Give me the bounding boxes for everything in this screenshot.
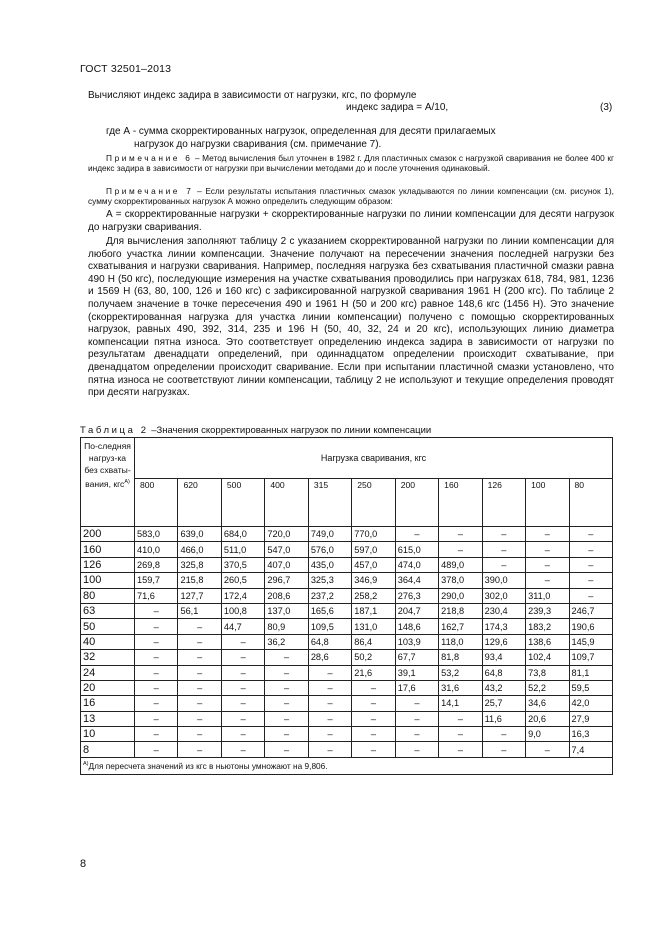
table-cell: 215,8	[178, 573, 221, 588]
table-cell: –	[352, 742, 395, 757]
table-cell: –	[135, 603, 178, 618]
table-row	[81, 527, 613, 542]
table-cell: 237,2	[308, 588, 351, 603]
table-cell: 296,7	[265, 573, 308, 588]
table-cell: –	[178, 727, 221, 742]
footnote-mark: А)	[83, 760, 89, 767]
table-cell: 325,3	[308, 573, 351, 588]
table-cell: 11,6	[482, 711, 525, 726]
table-cell: 102,4	[526, 650, 569, 665]
table-cell: –	[221, 665, 264, 680]
table-cell: –	[352, 711, 395, 726]
where-line-1: где А - сумма скорректированных нагрузок, определенная для десяти прилагаемых	[106, 126, 496, 137]
table-cell: 258,2	[352, 588, 395, 603]
table-row	[81, 557, 613, 572]
table-cell: 239,3	[526, 603, 569, 618]
table-cell: –	[439, 711, 482, 726]
table-cell: 109,5	[308, 619, 351, 634]
table-cell: 474,0	[395, 557, 438, 572]
table-cell: 749,0	[308, 527, 351, 542]
table-footnote-row	[81, 757, 613, 774]
table-cell: –	[482, 557, 525, 572]
table-cell: 290,0	[439, 588, 482, 603]
table-cell: 20,6	[526, 711, 569, 726]
table-cell: –	[352, 727, 395, 742]
row-load-cell: 13	[81, 711, 135, 726]
table-cell: –	[221, 711, 264, 726]
main-paragraph: Для вычисления заполняют таблицу 2 с указанием скорректированной нагрузки по линии компенсации для любого участка линии компенсации. Значение получают на пересечении значения последней нагрузки без схватывания и нагрузки сваривания. Например, последняя нагрузка без схватывания пластичной смазки равна 490 Н (50 кгс), последующие измерения на участке схватывания проводились при нагрузках 618, 784, 981, 1236 и 1569 Н (63, 80, 100, 126 и 160 кгс) с зафиксированной нагрузкой сваривания 1961 Н (200 кгс). По таблице 2 получаем значение в точке пересечения 490 и 1961 Н (50 и 200 кгс) равное 148,6 кгс (1456 Н). Это значение (скорректированная нагрузка для участка линии компенсации) получено с помощью скорректированных нагрузок, равных 490, 392, 314, 235 и 196 Н (50, 40, 32, 24 и 20 кгс), использующих линию диаметра компенсации пятна износа. Это соответствует определению индекса задира в зависимости от нагрузки по результатам двенадцати определений, при одиннадцатом определении происходит схватывание, при двенадцатом определении происходит сваривание. Если при испытании пластичной смазки установлено, что пятна износа не соответствуют линии компенсации, таблицу 2 не используют и текущие определения проводят при десяти нагрузках.	[88, 236, 614, 399]
table-row	[81, 619, 613, 634]
table-cell: 466,0	[178, 542, 221, 557]
table-cell: 59,5	[569, 680, 612, 695]
table-cell: –	[135, 742, 178, 757]
table-cell: 720,0	[265, 527, 308, 542]
note-6-label: Примечание 6	[106, 153, 193, 163]
column-header: 500	[221, 478, 264, 526]
table-cell: –	[439, 727, 482, 742]
table-cell: 684,0	[221, 527, 264, 542]
table-cell: 137,0	[265, 603, 308, 618]
first-column-header	[81, 438, 135, 527]
table-cell: 489,0	[439, 557, 482, 572]
column-header: 126	[482, 478, 525, 526]
table-cell: –	[265, 742, 308, 757]
table-cell: 86,4	[352, 634, 395, 649]
note-6	[88, 153, 614, 174]
table-cell: –	[569, 588, 612, 603]
column-header: 400	[265, 478, 308, 526]
row-load-cell: 50	[81, 619, 135, 634]
row-load-cell: 32	[81, 650, 135, 665]
table-cell: 547,0	[265, 542, 308, 557]
table-cell: 81,8	[439, 650, 482, 665]
table-cell: 190,6	[569, 619, 612, 634]
table-cell: 183,2	[526, 619, 569, 634]
row-load-cell: 63	[81, 603, 135, 618]
table-cell: –	[308, 696, 351, 711]
row-load-cell: 200	[81, 527, 135, 542]
table-cell: –	[395, 696, 438, 711]
row-load-cell: 160	[81, 542, 135, 557]
table-cell: –	[308, 727, 351, 742]
row-load-cell: 24	[81, 665, 135, 680]
table-cell: –	[221, 650, 264, 665]
table-cell: 44,7	[221, 619, 264, 634]
table-row	[81, 680, 613, 695]
table-cell: –	[178, 650, 221, 665]
welding-load-header: Нагрузка сваривания, кгс	[135, 438, 613, 479]
table-cell: 246,7	[569, 603, 612, 618]
table-cell: 100,8	[221, 603, 264, 618]
table-cell: 159,7	[135, 573, 178, 588]
table-cell: 138,6	[526, 634, 569, 649]
table-cell: 109,7	[569, 650, 612, 665]
column-header: 800	[135, 478, 178, 526]
table-cell: –	[482, 727, 525, 742]
note-7-label: Примечание 7	[106, 186, 194, 196]
a-definition: А = скорректированные нагрузки + скорректированные нагрузки по линии компенсации для десяти нагрузок до нагрузки сваривания.	[88, 209, 614, 233]
table-cell: 93,4	[482, 650, 525, 665]
table-row	[81, 727, 613, 742]
table-cell: 64,8	[482, 665, 525, 680]
table-cell: 53,2	[439, 665, 482, 680]
table-cell: 204,7	[395, 603, 438, 618]
table-row	[81, 650, 613, 665]
table-row	[81, 573, 613, 588]
table-cell: 73,8	[526, 665, 569, 680]
row-load-cell: 80	[81, 588, 135, 603]
table-cell: –	[569, 573, 612, 588]
where-line-2: нагрузок до нагрузки сваривания (см. примечание 7).	[134, 139, 382, 150]
table-cell: –	[482, 542, 525, 557]
table-cell: –	[135, 665, 178, 680]
table-cell: –	[352, 680, 395, 695]
table-caption-label: Таблица 2	[80, 425, 149, 436]
intro-text: Вычисляют индекс задира в зависимости от нагрузки, кгс, по формуле	[88, 90, 417, 101]
table-cell: –	[135, 727, 178, 742]
table-cell: –	[221, 680, 264, 695]
page-header: ГОСТ 32501–2013	[80, 63, 172, 75]
table-cell: 325,8	[178, 557, 221, 572]
table-cell: 14,1	[439, 696, 482, 711]
table-cell: –	[395, 527, 438, 542]
table-cell: –	[265, 665, 308, 680]
column-header: 80	[569, 478, 612, 526]
table-cell: –	[482, 527, 525, 542]
table-cell: 127,7	[178, 588, 221, 603]
table-cell: 9,0	[526, 727, 569, 742]
page-number: 8	[80, 858, 87, 870]
table-cell: –	[135, 696, 178, 711]
table-row	[81, 588, 613, 603]
table-cell: –	[178, 619, 221, 634]
table-cell: 56,1	[178, 603, 221, 618]
table-cell: 17,6	[395, 680, 438, 695]
table-cell: 148,6	[395, 619, 438, 634]
footnote-text: Для пересчета значений из кгс в ньютоны умножают на 9,806.	[88, 760, 328, 771]
table-cell: 145,9	[569, 634, 612, 649]
table-cell: –	[135, 634, 178, 649]
table-cell: –	[439, 542, 482, 557]
table-cell: 43,2	[482, 680, 525, 695]
table-cell: –	[135, 650, 178, 665]
table-cell: –	[395, 711, 438, 726]
table-cell: 25,7	[482, 696, 525, 711]
table-cell: 230,4	[482, 603, 525, 618]
table-row	[81, 542, 613, 557]
table-cell: –	[526, 527, 569, 542]
table-cell: 52,2	[526, 680, 569, 695]
table-cell: –	[395, 727, 438, 742]
table-cell: 187,1	[352, 603, 395, 618]
row-load-cell: 126	[81, 557, 135, 572]
row-load-cell: 8	[81, 742, 135, 757]
table-row	[81, 696, 613, 711]
table-cell: 511,0	[221, 542, 264, 557]
table-cell: 131,0	[352, 619, 395, 634]
table-cell: 162,7	[439, 619, 482, 634]
table-cell: –	[178, 696, 221, 711]
table-cell: 27,9	[569, 711, 612, 726]
formula-number: (3)	[600, 102, 613, 113]
table-cell: 302,0	[482, 588, 525, 603]
table-cell: 81,1	[569, 665, 612, 680]
table-cell: –	[178, 742, 221, 757]
table-cell: –	[178, 711, 221, 726]
first-column-header-text: По-следняя нагруз-ка без схваты-вания, кгс	[84, 441, 131, 489]
table-cell: –	[569, 527, 612, 542]
row-load-cell: 40	[81, 634, 135, 649]
table-cell: 42,0	[569, 696, 612, 711]
table-cell: –	[265, 680, 308, 695]
correction-table	[80, 437, 613, 775]
column-header: 100	[526, 478, 569, 526]
table-cell: 269,8	[135, 557, 178, 572]
table-cell: 260,5	[221, 573, 264, 588]
table-cell: 50,2	[352, 650, 395, 665]
table-cell: 31,6	[439, 680, 482, 695]
table-cell: –	[265, 650, 308, 665]
table-row	[81, 665, 613, 680]
table-cell: 71,6	[135, 588, 178, 603]
table-cell: 129,6	[482, 634, 525, 649]
table-cell: –	[352, 696, 395, 711]
table-cell: 172,4	[221, 588, 264, 603]
table-cell: 218,8	[439, 603, 482, 618]
table-row	[81, 742, 613, 757]
table-cell: –	[178, 680, 221, 695]
table-cell: 64,8	[308, 634, 351, 649]
table-cell: 615,0	[395, 542, 438, 557]
table-cell: –	[135, 680, 178, 695]
column-header: 160	[439, 478, 482, 526]
column-header-row	[81, 478, 613, 526]
table-cell: –	[308, 665, 351, 680]
table-cell: –	[265, 727, 308, 742]
table-cell: 576,0	[308, 542, 351, 557]
table-cell: 16,3	[569, 727, 612, 742]
table-cell: 34,6	[526, 696, 569, 711]
table-row	[81, 634, 613, 649]
table-cell: 370,5	[221, 557, 264, 572]
column-header: 250	[352, 478, 395, 526]
table-cell: 583,0	[135, 527, 178, 542]
column-header: 620	[178, 478, 221, 526]
table-header-row	[81, 438, 613, 479]
table-cell: –	[308, 742, 351, 757]
table-cell: 435,0	[308, 557, 351, 572]
table-cell: 118,0	[439, 634, 482, 649]
table-cell: 21,6	[352, 665, 395, 680]
table-cell: 174,3	[482, 619, 525, 634]
table-cell: 410,0	[135, 542, 178, 557]
row-load-cell: 16	[81, 696, 135, 711]
row-load-cell: 10	[81, 727, 135, 742]
table-cell: 208,6	[265, 588, 308, 603]
formula: индекс задира = A/10,	[346, 102, 449, 113]
row-load-cell: 100	[81, 573, 135, 588]
table-cell: 390,0	[482, 573, 525, 588]
table-cell: –	[569, 542, 612, 557]
table-cell: 407,0	[265, 557, 308, 572]
table-cell: 36,2	[265, 634, 308, 649]
note-7	[88, 186, 614, 207]
table-row	[81, 603, 613, 618]
table-cell: 103,9	[395, 634, 438, 649]
table-cell: 639,0	[178, 527, 221, 542]
table-cell: –	[221, 696, 264, 711]
table-caption-text: –Значения скорректированных нагрузок по линии компенсации	[148, 425, 432, 436]
table-cell: –	[526, 742, 569, 757]
table-cell: –	[221, 742, 264, 757]
note-6-text: – Метод вычисления был уточнен в 1982 г. Для пластичных смазок с нагрузкой сваривания не более 400 кг индекс задира в зависимости от нагрузки при вычислении методами до и после уточнения одинаковый.	[88, 153, 614, 174]
table-cell: 346,9	[352, 573, 395, 588]
table-cell: 457,0	[352, 557, 395, 572]
table-cell: –	[135, 619, 178, 634]
table-cell: 67,7	[395, 650, 438, 665]
table-cell: 597,0	[352, 542, 395, 557]
table-cell: 378,0	[439, 573, 482, 588]
table-cell: –	[395, 742, 438, 757]
table-cell: –	[135, 711, 178, 726]
table-cell: –	[265, 696, 308, 711]
table-caption	[80, 425, 431, 436]
table-cell: 28,6	[308, 650, 351, 665]
table-cell: 39,1	[395, 665, 438, 680]
column-header: 200	[395, 478, 438, 526]
table-cell: –	[308, 711, 351, 726]
table-cell: –	[526, 557, 569, 572]
table-cell: 80,9	[265, 619, 308, 634]
table-cell: –	[308, 680, 351, 695]
table-cell: –	[178, 634, 221, 649]
table-cell: –	[482, 742, 525, 757]
table-cell: 7,4	[569, 742, 612, 757]
column-header: 315	[308, 478, 351, 526]
table-cell: –	[265, 711, 308, 726]
table-cell: –	[526, 542, 569, 557]
row-load-cell: 20	[81, 680, 135, 695]
table-cell: 311,0	[526, 588, 569, 603]
table-cell: –	[221, 727, 264, 742]
table-cell: –	[221, 634, 264, 649]
table-cell: –	[178, 665, 221, 680]
table-footnote	[81, 757, 613, 774]
table-cell: –	[439, 527, 482, 542]
table-cell: –	[569, 557, 612, 572]
table-cell: 165,6	[308, 603, 351, 618]
table-cell: –	[439, 742, 482, 757]
table-cell: 276,3	[395, 588, 438, 603]
table-cell: 364,4	[395, 573, 438, 588]
header-footnote-mark: А)	[124, 479, 130, 485]
table-cell: –	[526, 573, 569, 588]
note-7-text: – Если результаты испытания пластичных смазок укладываются по линии компенсации (см. рисунок 1), сумму скорректированных нагрузок А можно определить следующим образом:	[88, 186, 614, 207]
table-row	[81, 711, 613, 726]
table-cell: 770,0	[352, 527, 395, 542]
